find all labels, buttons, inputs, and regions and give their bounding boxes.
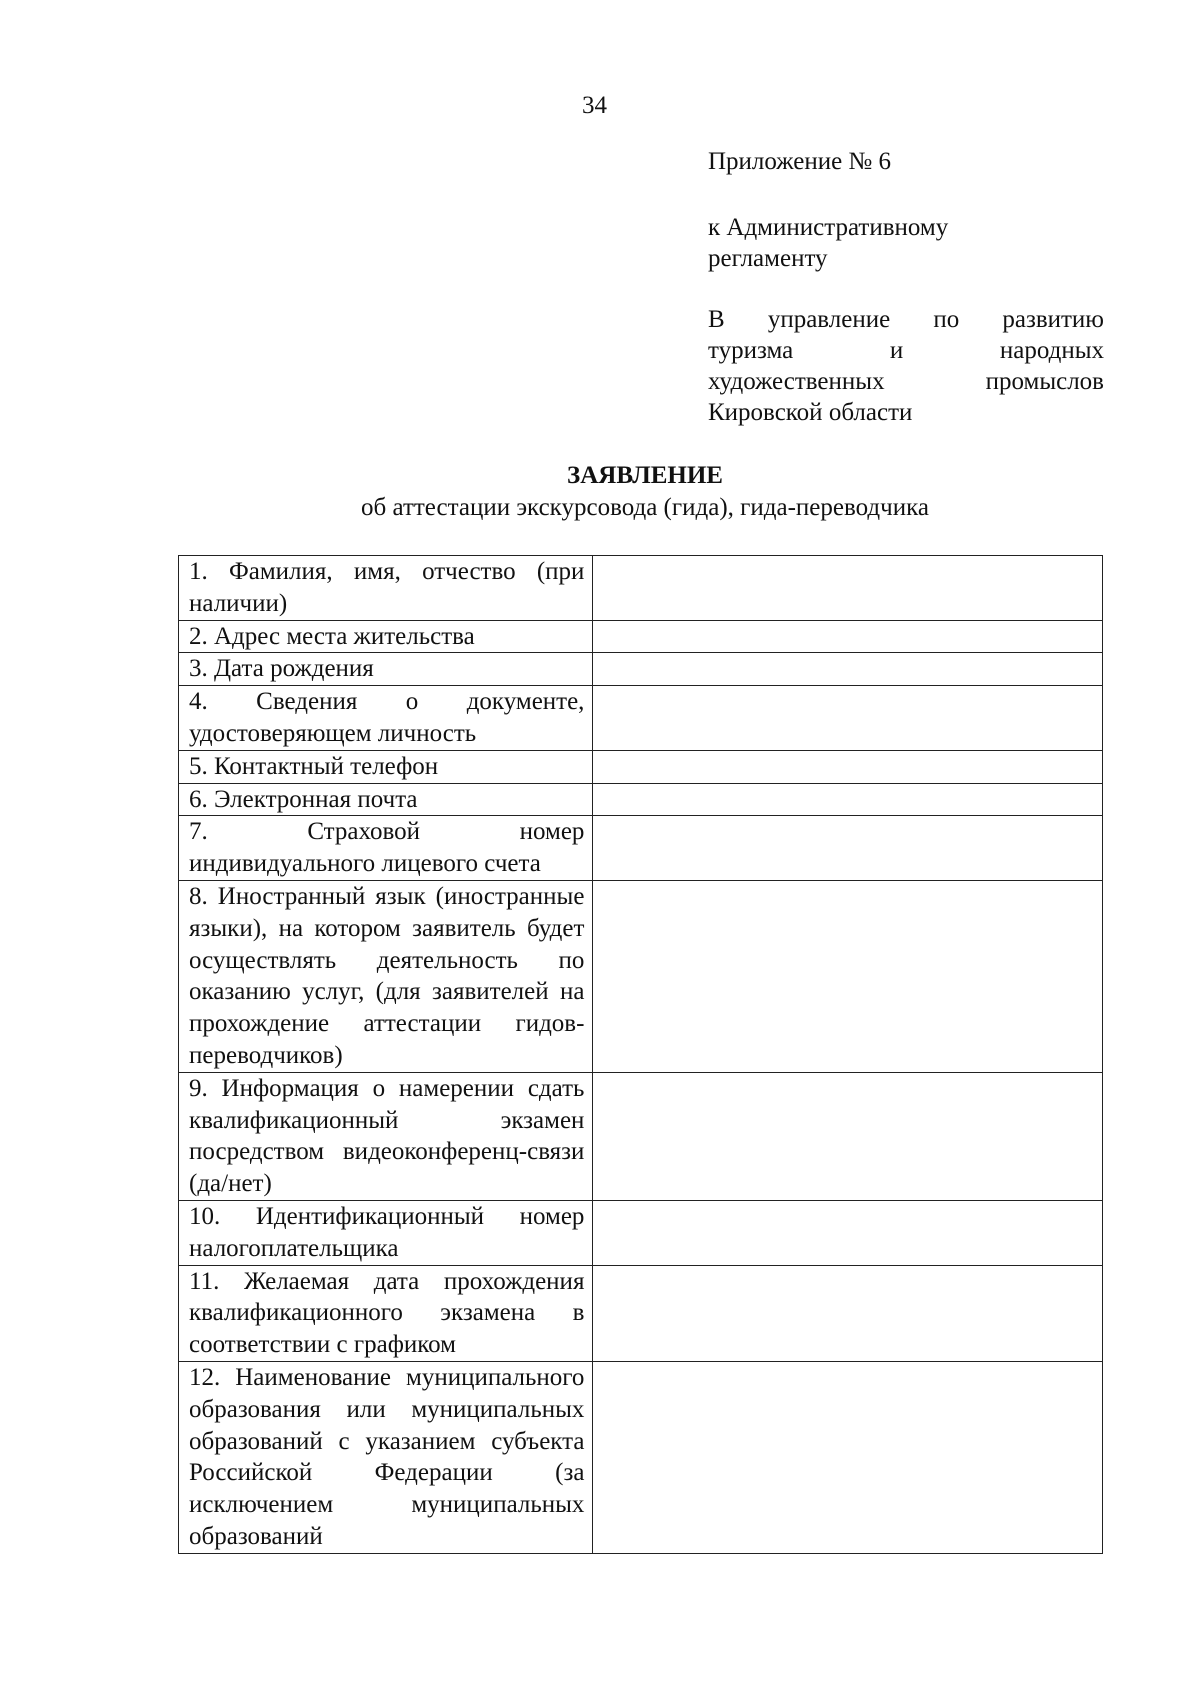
form-row (179, 620, 1103, 653)
form-row (179, 1361, 1103, 1553)
form-field-value[interactable] (593, 686, 1103, 751)
page-number: 34 (582, 92, 607, 119)
form-row (179, 1265, 1103, 1361)
form-field-label (179, 620, 593, 653)
field-label-text: 1. Фамилия, имя, отчество (при наличии) (189, 558, 585, 617)
field-label-text: 8. Иностранный язык (иностранные языки), на котором заявитель будет осуществлять деятельность по оказанию услуг, (для заявителей на прохождение аттестации гидов-переводчиков) (189, 882, 585, 1069)
form-field-value[interactable] (593, 620, 1103, 653)
form-field-label (179, 880, 593, 1072)
addressee-block (708, 304, 1104, 428)
field-label-text: 9. Информация о намерении сдать квалификационный экзамен посредством видеоконференц-связи (да/нет) (189, 1074, 585, 1198)
field-label-text: 4. Сведения о документе, удостоверяющем личность (189, 688, 585, 747)
regulation-reference: к Административному регламенту (708, 214, 949, 272)
form-field-value[interactable] (593, 880, 1103, 1072)
field-label-text: 12. Наименование муниципального образования или муниципальных образований с указанием субъекта Российской Федерации (за исключением муниципальных образований (189, 1363, 585, 1550)
field-label-text: 11. Желаемая дата прохождения квалификационного экзамена в соответствии с графиком (189, 1267, 585, 1359)
addressee-line: туризма и народных (708, 337, 1104, 364)
form-field-value[interactable] (593, 816, 1103, 881)
form-field-value[interactable] (593, 783, 1103, 816)
document-subtitle: об аттестации экскурсовода (гида), гида-переводчика (361, 494, 929, 521)
form-row (179, 1072, 1103, 1200)
form-row (179, 750, 1103, 783)
field-label-text: 7. Страховой номер индивидуального лицевого счета (189, 818, 585, 878)
form-field-value[interactable] (593, 653, 1103, 686)
addressee-line: Кировской области (708, 399, 913, 426)
form-row (179, 880, 1103, 1072)
form-field-label (179, 750, 593, 783)
field-label-text: 10. Идентификационный номер налогоплательщика (189, 1202, 585, 1262)
form-row (179, 1200, 1103, 1265)
application-form-table (178, 555, 1103, 1554)
appendix-heading: Приложение № 6 (708, 148, 892, 175)
field-label-text: 5. Контактный телефон (189, 752, 439, 780)
form-row (179, 783, 1103, 816)
addressee-line: В управление по развитию (708, 306, 1104, 333)
form-field-label (179, 1361, 593, 1553)
form-field-label (179, 653, 593, 686)
form-field-value[interactable] (593, 556, 1103, 621)
addressee-line: художественных промыслов (708, 368, 1104, 395)
field-label-text: 6. Электронная почта (189, 785, 418, 813)
form-row (179, 686, 1103, 751)
form-row (179, 816, 1103, 881)
form-row (179, 556, 1103, 621)
form-field-label (179, 686, 593, 751)
form-field-label (179, 1200, 593, 1265)
form-field-value[interactable] (593, 1265, 1103, 1361)
field-label-text: 2. Адрес места жительства (189, 622, 475, 650)
field-label-text: 3. Дата рождения (189, 655, 374, 683)
form-field-value[interactable] (593, 750, 1103, 783)
document-title: ЗАЯВЛЕНИЕ (567, 462, 723, 489)
form-field-label (179, 556, 593, 621)
form-field-label (179, 816, 593, 881)
form-field-value[interactable] (593, 1361, 1103, 1553)
form-field-value[interactable] (593, 1072, 1103, 1200)
form-field-value[interactable] (593, 1200, 1103, 1265)
form-field-label (179, 1072, 593, 1200)
form-field-label (179, 783, 593, 816)
form-row (179, 653, 1103, 686)
form-field-label (179, 1265, 593, 1361)
